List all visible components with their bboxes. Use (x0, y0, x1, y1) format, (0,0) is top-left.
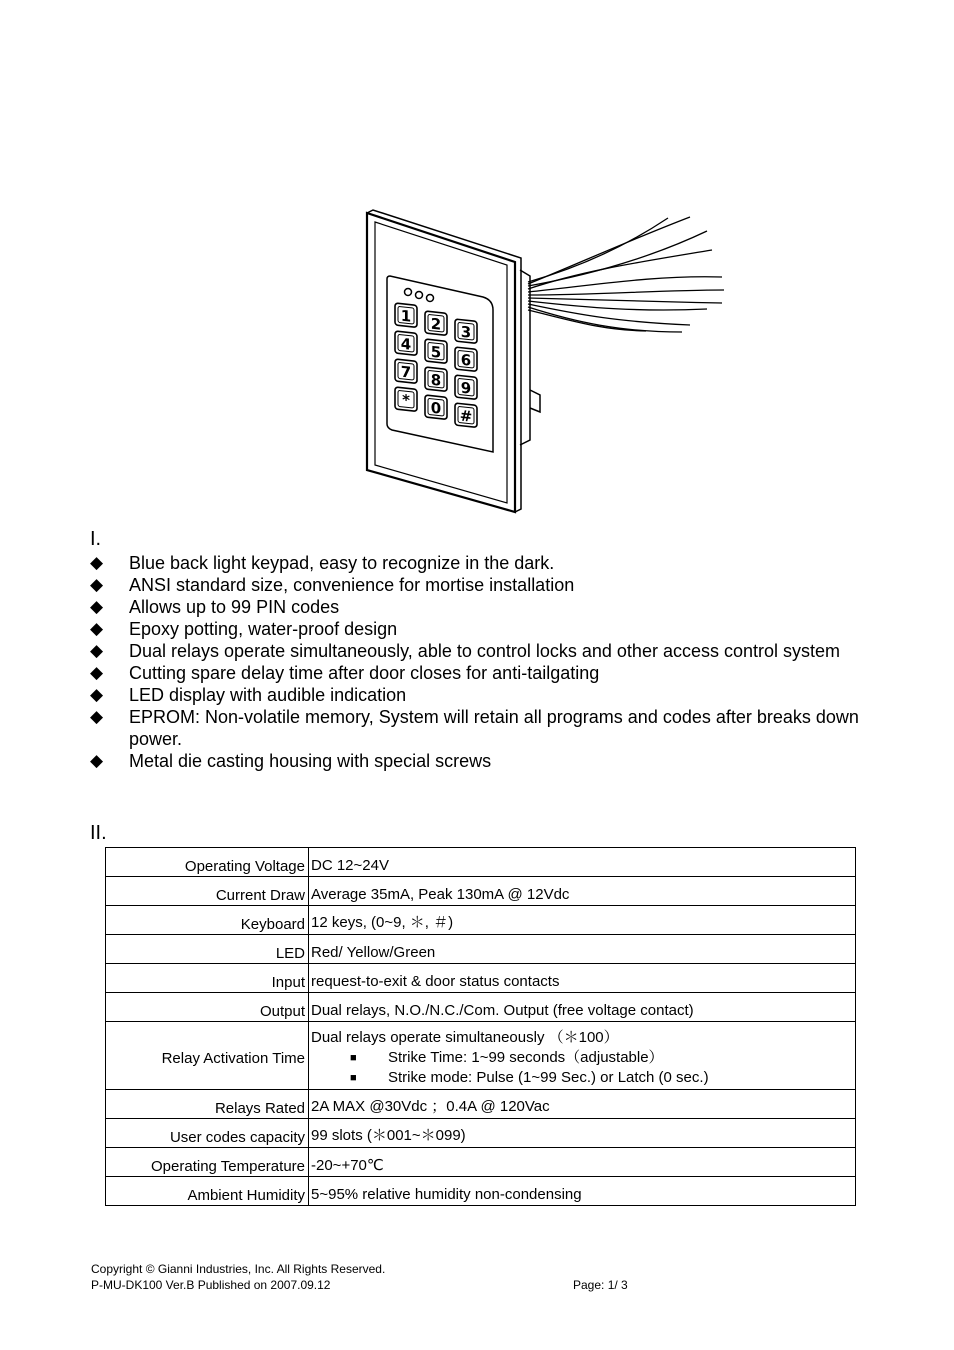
footer-copyright: Copyright © Gianni Industries, Inc. All Rights Reserved. (91, 1262, 386, 1276)
diamond-bullet-icon: ◆ (90, 597, 104, 616)
spec-value-cell (309, 1177, 856, 1206)
specifications-table (105, 847, 856, 1206)
feature-item (90, 596, 870, 618)
spec-label: LED (106, 935, 309, 964)
spec-value-cell (309, 1148, 856, 1177)
keypad-key-label: 1 (400, 306, 412, 326)
feature-text: Cutting spare delay time after door closes for anti-tailgating (129, 663, 600, 683)
spec-row (106, 964, 856, 993)
diamond-bullet-icon: ◆ (90, 751, 104, 770)
spec-row (106, 906, 856, 935)
led-indicator (427, 295, 434, 302)
keypad-key-label: 4 (400, 334, 412, 354)
spec-row (106, 1177, 856, 1206)
spec-label: Relays Rated (106, 1090, 309, 1119)
spec-value-cell (309, 1090, 856, 1119)
feature-item (90, 552, 870, 574)
spec-value: DC 12~24V (311, 857, 389, 874)
diamond-bullet-icon: ◆ (90, 553, 104, 572)
spec-sub-text: Strike Time: 1~99 seconds（adjustable） (388, 1049, 664, 1066)
spec-value-cell (309, 848, 856, 877)
spec-label: Ambient Humidity (106, 1177, 309, 1206)
diamond-bullet-icon: ◆ (90, 663, 104, 682)
spec-value: 99 slots (＊001~＊099) (311, 1127, 466, 1144)
feature-text: LED display with audible indication (129, 685, 407, 705)
keypad-key-label: # (459, 406, 473, 426)
spec-row (106, 993, 856, 1022)
spec-value-cell (309, 964, 856, 993)
spec-value-cell (309, 993, 856, 1022)
wire-bundle (528, 217, 724, 332)
spec-row (106, 848, 856, 877)
spec-value: -20~+70℃ (311, 1157, 384, 1174)
spec-value: request-to-exit & door status contacts (311, 973, 560, 990)
feature-item (90, 684, 870, 706)
feature-text: Dual relays operate simultaneously, able to control locks and other access control system (129, 641, 841, 661)
keypad-key (455, 347, 477, 371)
keypad-key (455, 375, 477, 399)
feature-text: EPROM: Non-volatile memory, System will retain all programs and codes after breaks down power. (129, 707, 859, 749)
feature-text: Blue back light keypad, easy to recognize in the dark. (129, 553, 555, 573)
keypad-key-label: 9 (460, 378, 472, 398)
led-indicator (405, 289, 412, 296)
spec-value: Dual relays operate simultaneously （＊100） (311, 1029, 619, 1046)
keypad-key-label: 6 (460, 350, 472, 370)
spec-value-cell (309, 906, 856, 935)
spec-row (106, 877, 856, 906)
feature-item (90, 706, 870, 750)
feature-text: ANSI standard size, convenience for mortise installation (129, 575, 575, 595)
keypad-product-illustration (355, 205, 735, 520)
keypad-key (395, 331, 417, 355)
keypad-key-label: 3 (460, 322, 472, 342)
feature-item (90, 640, 870, 662)
diamond-bullet-icon: ◆ (90, 641, 104, 660)
footer-document-id: P-MU-DK100 Ver.B Published on 2007.09.12 (91, 1278, 331, 1292)
feature-item (90, 662, 870, 684)
diamond-bullet-icon: ◆ (90, 707, 104, 726)
feature-text: Epoxy potting, water-proof design (129, 619, 398, 639)
keypad-key (395, 303, 417, 327)
spec-value: 12 keys, (0~9, ＊, ＃) (311, 914, 454, 931)
square-bullet-icon: ■ (350, 1052, 357, 1064)
keypad-key (395, 359, 417, 383)
section-heading-specifications: II. (90, 822, 107, 844)
spec-row (106, 1119, 856, 1148)
spec-label: Keyboard (106, 906, 309, 935)
feature-item (90, 750, 870, 772)
feature-text: Metal die casting housing with special screws (129, 751, 492, 771)
diamond-bullet-icon: ◆ (90, 685, 104, 704)
spec-value: Red/ Yellow/Green (311, 944, 436, 961)
spec-row (106, 1148, 856, 1177)
keypad-key (425, 339, 447, 363)
spec-value: Average 35mA, Peak 130mA @ 12Vdc (311, 886, 570, 903)
keypad-key-label: 8 (430, 370, 442, 390)
spec-row (106, 1090, 856, 1119)
feature-item (90, 574, 870, 596)
spec-label: Input (106, 964, 309, 993)
keypad-key (455, 319, 477, 343)
spec-label: Operating Voltage (106, 848, 309, 877)
spec-sub-item (311, 1068, 852, 1088)
keypad-key (425, 367, 447, 391)
spec-sub-text: Strike mode: Pulse (1~99 Sec.) or Latch (0 sec.) (388, 1069, 709, 1086)
spec-value: 2A MAX @30Vdc ；0.4A @ 120Vac (311, 1098, 550, 1115)
diamond-bullet-icon: ◆ (90, 575, 104, 594)
keypad-key (395, 387, 417, 411)
feature-list (90, 552, 870, 772)
feature-text: Allows up to 99 PIN codes (129, 597, 340, 617)
spec-row (106, 935, 856, 964)
square-bullet-icon: ■ (350, 1072, 357, 1084)
section-heading-features: I. (90, 528, 102, 550)
keypad-key (425, 395, 447, 419)
footer-page-number: Page: 1/ 3 (573, 1278, 628, 1292)
keypad-key-label: 2 (430, 314, 442, 334)
spec-label: Relay Activation Time (106, 1022, 309, 1090)
spec-label: Output (106, 993, 309, 1022)
led-indicator (416, 292, 423, 299)
feature-item (90, 618, 870, 640)
spec-value-cell (309, 1119, 856, 1148)
diamond-bullet-icon: ◆ (90, 619, 104, 638)
spec-value-cell (309, 935, 856, 964)
keypad-key-label: 7 (400, 362, 412, 382)
spec-label: User codes capacity (106, 1119, 309, 1148)
spec-value: Dual relays, N.O./N.C./Com. Output (free voltage contact) (311, 1002, 694, 1019)
spec-value: 5~95% relative humidity non-condensing (311, 1186, 582, 1203)
keypad-key-label: 0 (430, 398, 442, 418)
spec-label: Current Draw (106, 877, 309, 906)
keypad-key (425, 311, 447, 335)
spec-value-cell (309, 1022, 856, 1090)
spec-label: Operating Temperature (106, 1148, 309, 1177)
keypad-key-label: 5 (430, 342, 442, 362)
spec-row (106, 1022, 856, 1090)
spec-sub-item (311, 1048, 852, 1068)
keypad-key-label: * (402, 390, 410, 410)
spec-value-cell (309, 877, 856, 906)
keypad-key (455, 403, 477, 427)
